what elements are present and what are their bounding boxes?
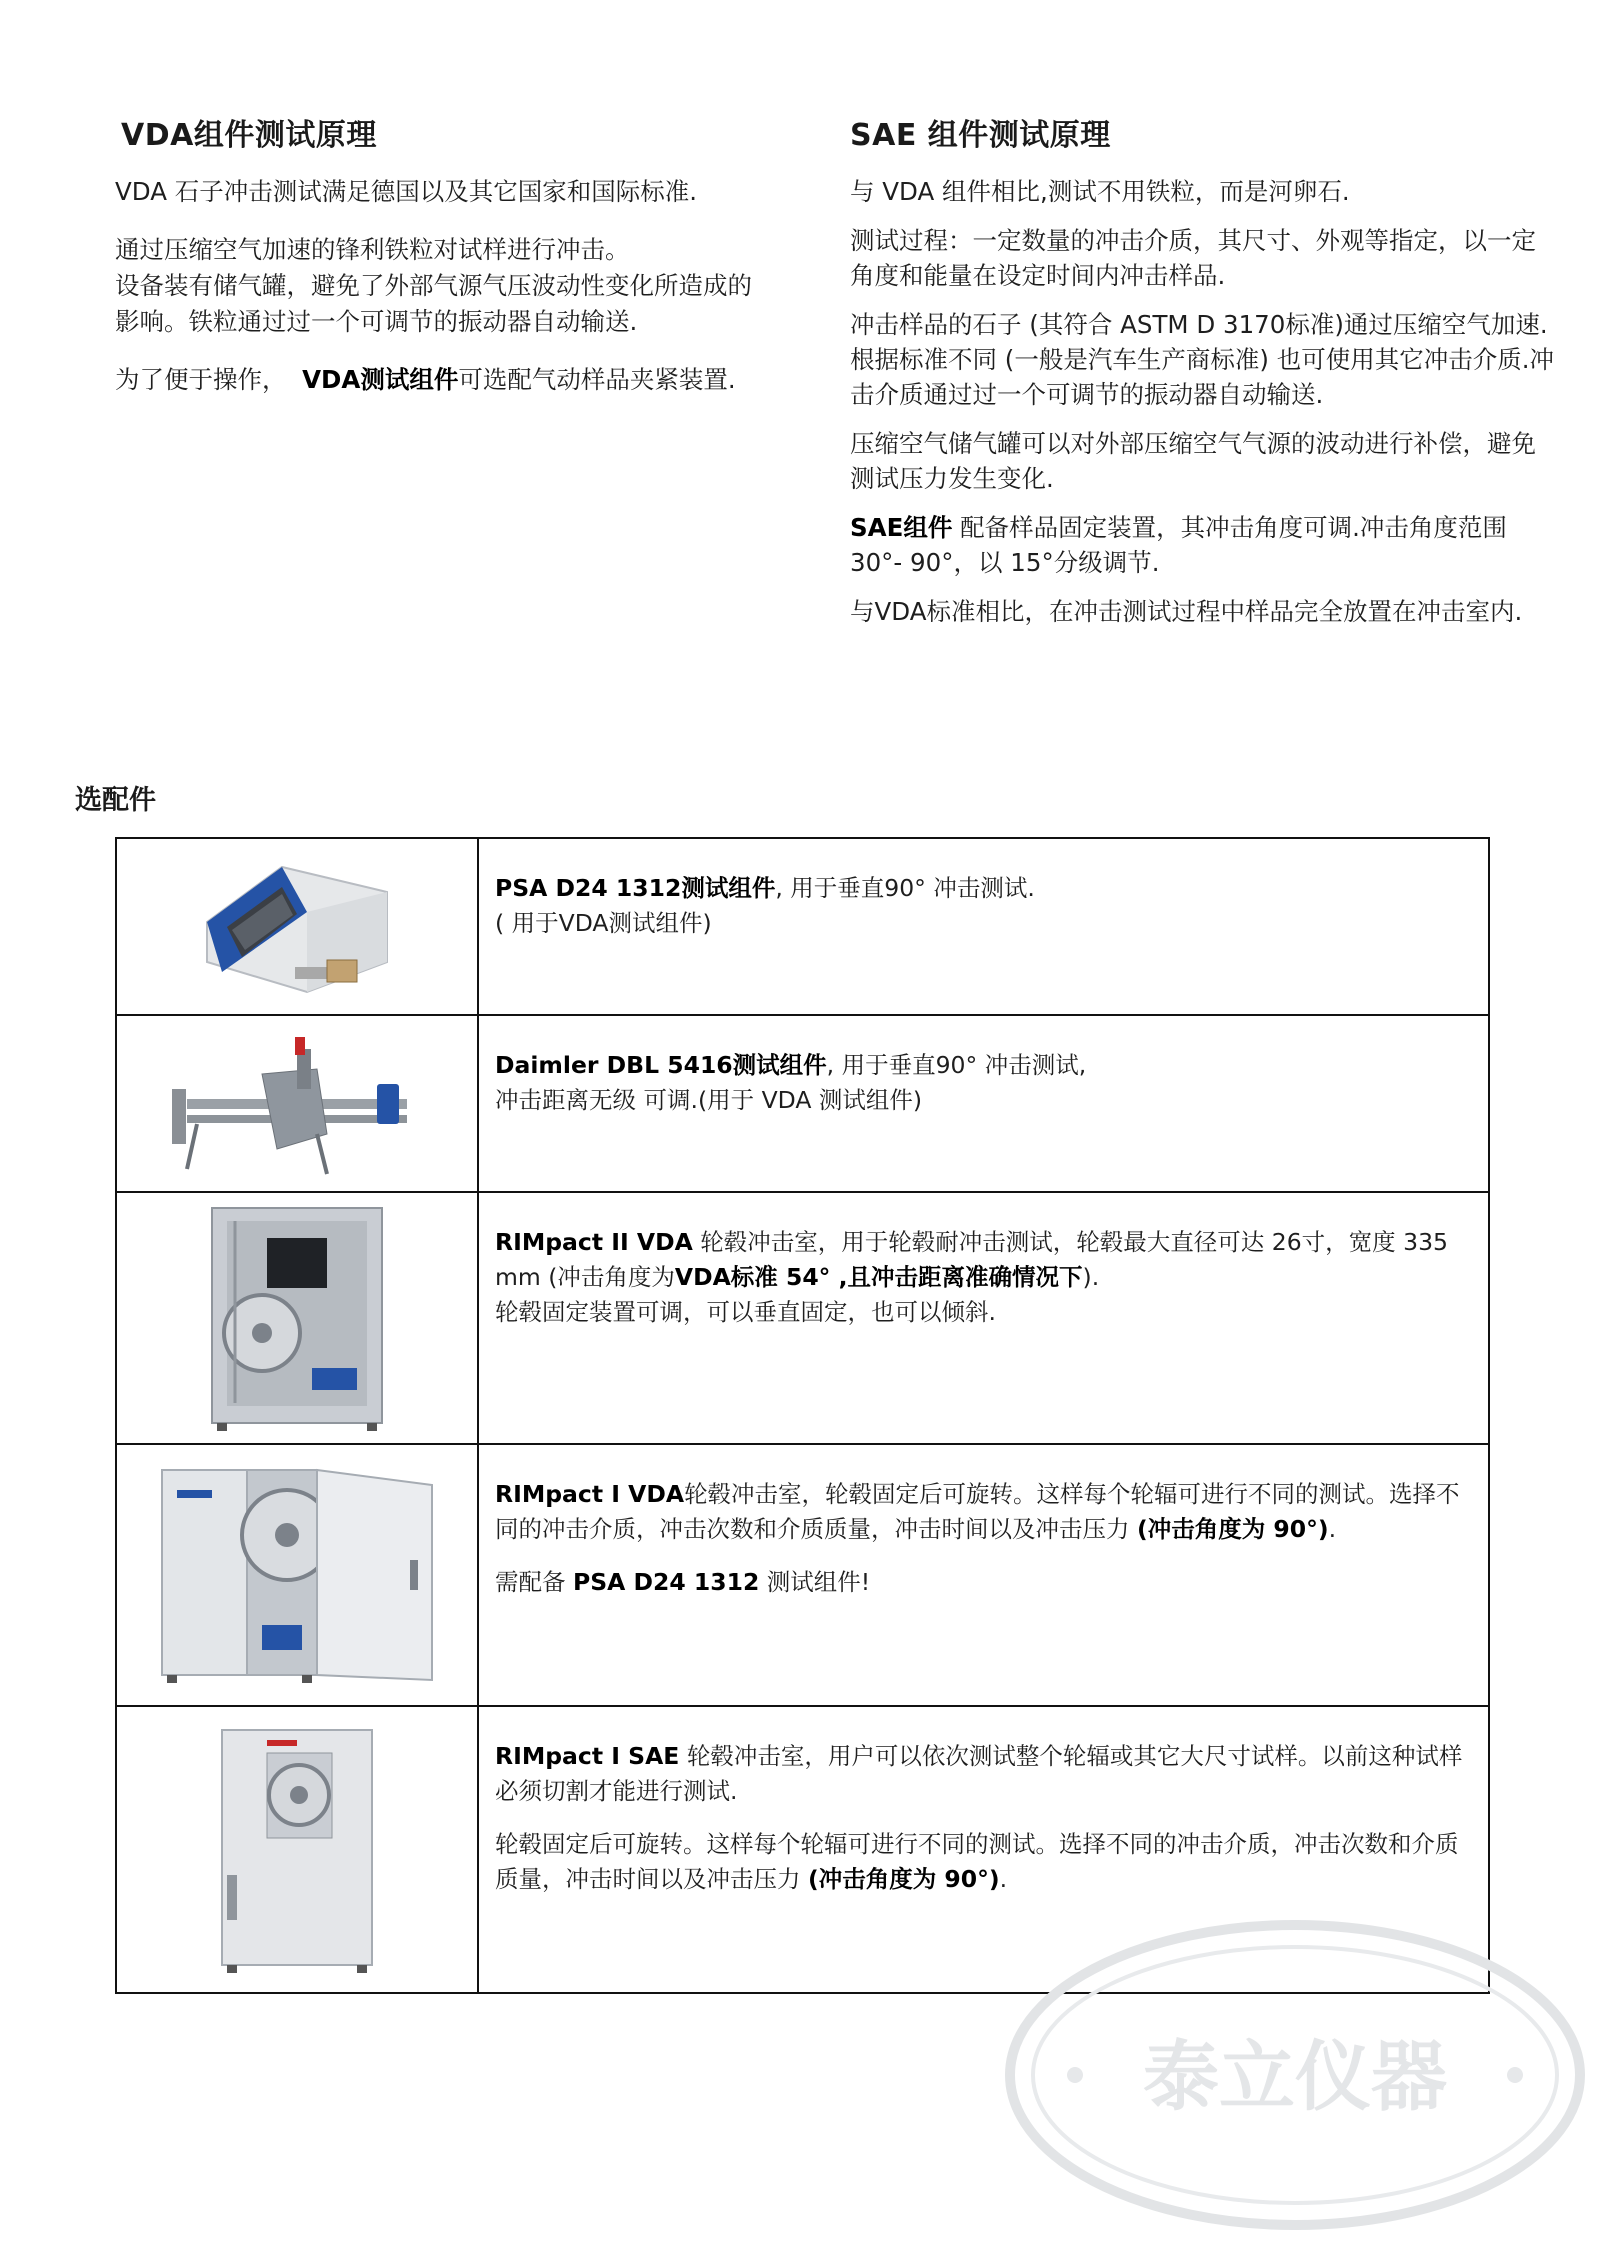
rimpact-i-vda-line-2-pre: 需配备 <box>495 1568 573 1596</box>
rimpact-ii-vda-text: 轮毂冲击室，用于轮毂耐冲击测试，轮毂最大直径可达 26寸，宽度 335 mm (冲击角度为 <box>495 1228 1448 1291</box>
psa-test-kit-image <box>187 852 407 1002</box>
sae-paragraph-3b <box>850 510 1560 580</box>
rimpact-i-vda-text: 轮毂冲击室，轮毂固定后可旋转。这样每个轮辐可进行不同的测试。选择不同的冲击介质，冲击次数和介质质量，冲击时间以及冲击压力 <box>495 1480 1460 1543</box>
rimpact-i-vda-bold-2: (冲击角度为 90°) <box>1136 1515 1329 1543</box>
daimler-test-kit-image <box>167 1029 427 1179</box>
watermark-logo <box>1000 1915 1590 2239</box>
rimpact-i-vda-line-2-post: 测试组件! <box>759 1568 871 1596</box>
table-row <box>116 1015 1489 1192</box>
sae-paragraph-3a: 压缩空气储气罐可以对外部压缩空气气源的波动进行补偿，避免测试压力发生变化. <box>850 429 1536 493</box>
daimler-kit-image-cell <box>116 1015 478 1192</box>
rimpact-i-sae-line-2-post: . <box>999 1865 1008 1893</box>
rimpact-i-vda-image-cell <box>116 1444 478 1706</box>
table-row <box>116 1444 1489 1706</box>
sae-paragraph-2b: 冲击样品的石子 (其符合 ASTM D 3170标准)通过压缩空气加速. 根据标准不同 (一般是汽车生产商标准) 也可使用其它冲击介质.冲击介质通过过一个可调节的振动器自动输送. <box>850 310 1554 409</box>
daimler-kit-name: Daimler DBL 5416测试组件 <box>495 1051 827 1079</box>
vda-p3-pre: 为了便于操作， <box>115 365 303 394</box>
vda-paragraph-1: VDA 石子冲击测试满足德国以及其它国家和国际标准. <box>115 177 698 206</box>
rimpact-ii-vda-image-cell <box>116 1192 478 1444</box>
rimpact-ii-vda-line-2: 轮毂固定装置可调，可以垂直固定，也可以倾斜. <box>495 1298 996 1326</box>
vda-paragraph-2 <box>115 232 775 340</box>
rimpact-ii-vda-image <box>207 1203 387 1433</box>
sae-title: SAE 组件测试原理 <box>850 118 1111 153</box>
rimpact-i-vda-text-2: . <box>1328 1515 1337 1543</box>
psa-kit-line-1 <box>495 871 1468 906</box>
vda-paragraph-2b: 设备装有储气罐，避免了外部气源气压波动性变化所造成的影响。铁粒通过过一个可调节的振动器自动输送. <box>115 271 752 336</box>
psa-kit-name: PSA D24 1312测试组件 <box>495 874 776 902</box>
psa-kit-text: , 用于垂直90° 冲击测试. <box>775 874 1035 902</box>
rimpact-i-vda-line-1 <box>495 1477 1468 1547</box>
vda-p3-bold: VDA测试组件 <box>302 365 459 394</box>
rimpact-i-sae-image-cell <box>116 1706 478 1993</box>
rimpact-ii-vda-description <box>478 1192 1489 1444</box>
rimpact-i-sae-line-2-text: 轮毂固定后可旋转。这样每个轮辐可进行不同的测试。选择不同的冲击介质，冲击次数和介质质量，冲击时间以及冲击压力 <box>495 1830 1459 1893</box>
vda-principle-section <box>115 110 775 420</box>
rimpact-i-vda-line-2 <box>495 1565 1468 1600</box>
sae-principle-section <box>850 110 1560 643</box>
psa-kit-description <box>478 838 1489 1015</box>
vda-title: VDA组件测试原理 <box>121 118 377 153</box>
rimpact-i-sae-line-2-bold: (冲击角度为 90°) <box>807 1865 1000 1893</box>
vda-paragraph-3 <box>115 362 775 398</box>
rimpact-i-vda-image <box>152 1460 442 1690</box>
rimpact-i-sae-name: RIMpact I SAE <box>495 1742 680 1770</box>
rimpact-i-vda-description <box>478 1444 1489 1706</box>
table-row <box>116 838 1489 1015</box>
rimpact-ii-vda-text-2: ). <box>1082 1263 1100 1291</box>
daimler-kit-line-1 <box>495 1048 1468 1083</box>
vda-paragraph-2a: 通过压缩空气加速的锋利铁粒对试样进行冲击。 <box>115 235 630 264</box>
rimpact-ii-vda-name: RIMpact II VDA <box>495 1228 693 1256</box>
sae-paragraph-1: 与 VDA 组件相比,测试不用铁粒，而是河卵石. <box>850 177 1350 206</box>
daimler-kit-text: , 用于垂直90° 冲击测试, <box>826 1051 1087 1079</box>
options-title: 选配件 <box>75 785 156 816</box>
options-table <box>115 837 1490 1994</box>
rimpact-ii-vda-bold-2: VDA标准 54° ,且冲击距离准确情况下 <box>674 1263 1083 1291</box>
rimpact-i-sae-line-1 <box>495 1739 1468 1809</box>
psa-kit-image-cell <box>116 838 478 1015</box>
daimler-kit-description <box>478 1015 1489 1192</box>
sae-p3-text: 配备样品固定装置，其冲击角度可调.冲击角度范围 30°- 90°，以 15°分级调节. <box>850 513 1507 577</box>
rimpact-i-sae-line-2 <box>495 1827 1468 1897</box>
rimpact-ii-vda-line-1 <box>495 1225 1468 1295</box>
rimpact-i-sae-text: 轮毂冲击室，用户可以依次测试整个轮辐或其它大尺寸试样。以前这种试样必须切割才能进行测试. <box>495 1742 1463 1805</box>
rimpact-i-vda-name: RIMpact I VDA <box>495 1480 685 1508</box>
rimpact-i-vda-line-2-bold: PSA D24 1312 <box>572 1568 760 1596</box>
table-row <box>116 1192 1489 1444</box>
psa-kit-line-2: ( 用于VDA测试组件) <box>495 909 712 937</box>
vda-p3-post: 可选配气动样品夹紧装置. <box>458 365 736 394</box>
sae-paragraph-2a: 测试过程：一定数量的冲击介质，其尺寸、外观等指定，以一定角度和能量在设定时间内冲击样品. <box>850 226 1536 290</box>
sae-p3-bold: SAE组件 <box>850 513 953 542</box>
sae-paragraph-4: 与VDA标准相比，在冲击测试过程中样品完全放置在冲击室内. <box>850 597 1523 626</box>
rimpact-i-sae-image <box>212 1725 382 1975</box>
watermark-text: 泰立仪器 <box>1143 2032 1447 2121</box>
daimler-kit-line-2: 冲击距离无级 可调.(用于 VDA 测试组件) <box>495 1086 923 1114</box>
